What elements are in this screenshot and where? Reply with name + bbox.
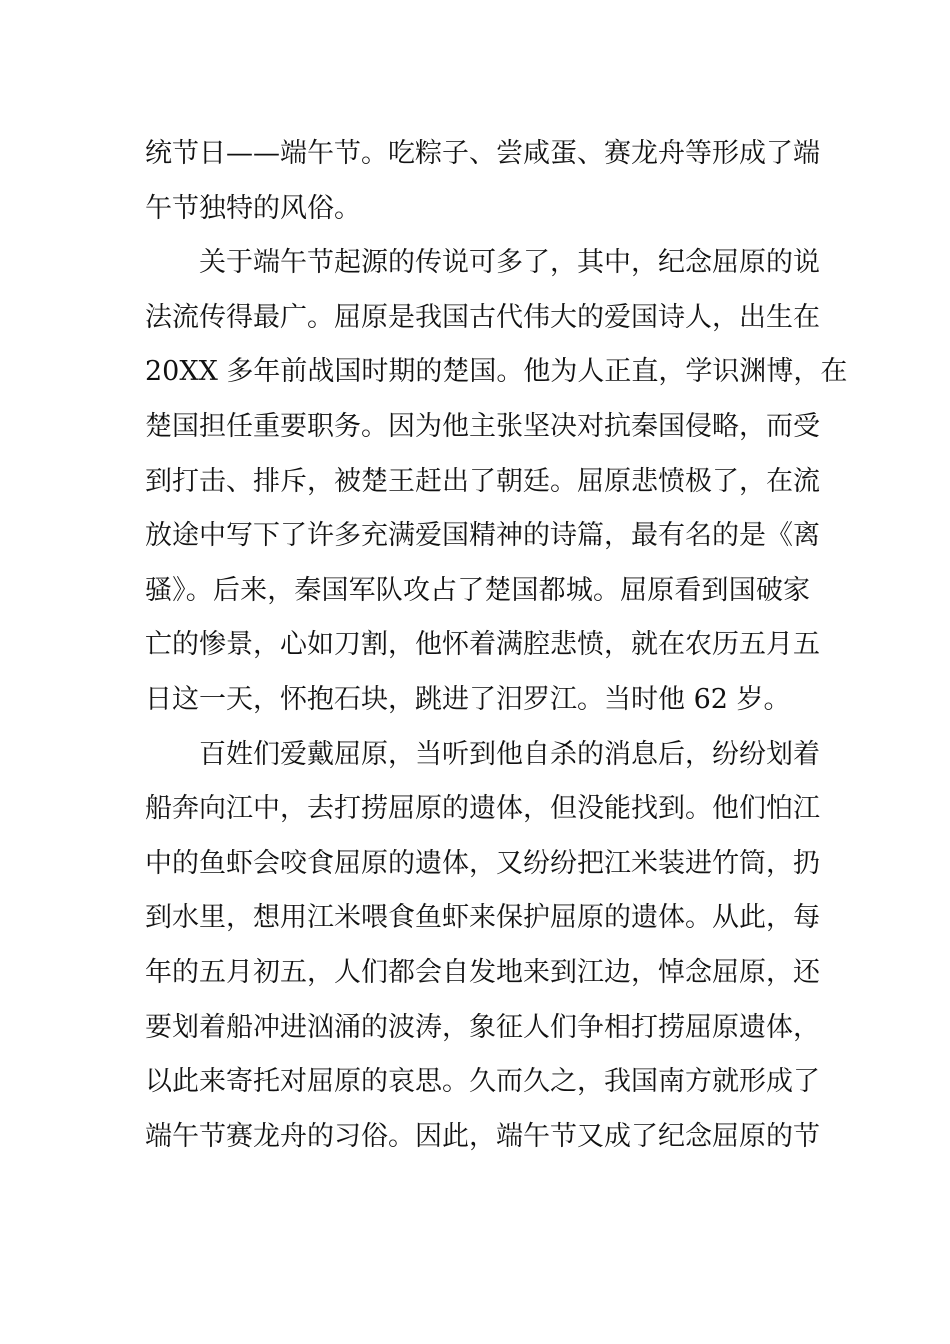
text-line: 到水里，想用江米喂食鱼虾来保护屈原的遗体。从此，每 <box>145 902 820 934</box>
text-line: 放途中写下了许多充满爱国精神的诗篇，最有名的是《离 <box>145 520 820 552</box>
text-line: 要划着船冲进汹涌的波涛，象征人们争相打捞屈原遗体， <box>145 1011 820 1043</box>
text-line: 法流传得最广。屈原是我国古代伟大的爱国诗人，出生在 <box>145 301 820 333</box>
text-line: 日这一天，怀抱石块，跳进了汨罗江。当时他 62 岁。 <box>145 683 791 715</box>
text-line: 百姓们爱戴屈原，当听到他自杀的消息后，纷纷划着 <box>199 738 820 770</box>
text-line: 关于端午节起源的传说可多了，其中，纪念屈原的说 <box>199 247 820 279</box>
body-text <box>145 127 848 1164</box>
text-line: 端午节赛龙舟的习俗。因此，端午节又成了纪念屈原的节 <box>145 1120 820 1152</box>
text-line: 20XX 多年前战国时期的楚国。他为人正直，学识渊博，在 <box>145 356 848 388</box>
text-line: 到打击、排斥，被楚王赶出了朝廷。屈原悲愤极了，在流 <box>145 465 820 497</box>
text-line: 船奔向江中，去打捞屈原的遗体，但没能找到。他们怕江 <box>145 793 820 825</box>
text-line: 亡的惨景，心如刀割，他怀着满腔悲愤，就在农历五月五 <box>145 629 820 661</box>
text-line: 统节日——端午节。吃粽子、尝咸蛋、赛龙舟等形成了端 <box>145 138 820 169</box>
text-line: 骚》。后来，秦国军队攻占了楚国都城。屈原看到国破家 <box>145 574 810 606</box>
text-line: 年的五月初五，人们都会自发地来到江边，悼念屈原，还 <box>145 956 820 988</box>
text-line: 楚国担任重要职务。因为他主张坚决对抗秦国侵略，而受 <box>145 410 820 442</box>
text-line: 以此来寄托对屈原的哀思。久而久之，我国南方就形成了 <box>145 1066 820 1098</box>
text-line: 午节独特的风俗。 <box>145 192 361 224</box>
text-line: 中的鱼虾会咬食屈原的遗体，又纷纷把江米装进竹筒，扔 <box>145 847 820 879</box>
